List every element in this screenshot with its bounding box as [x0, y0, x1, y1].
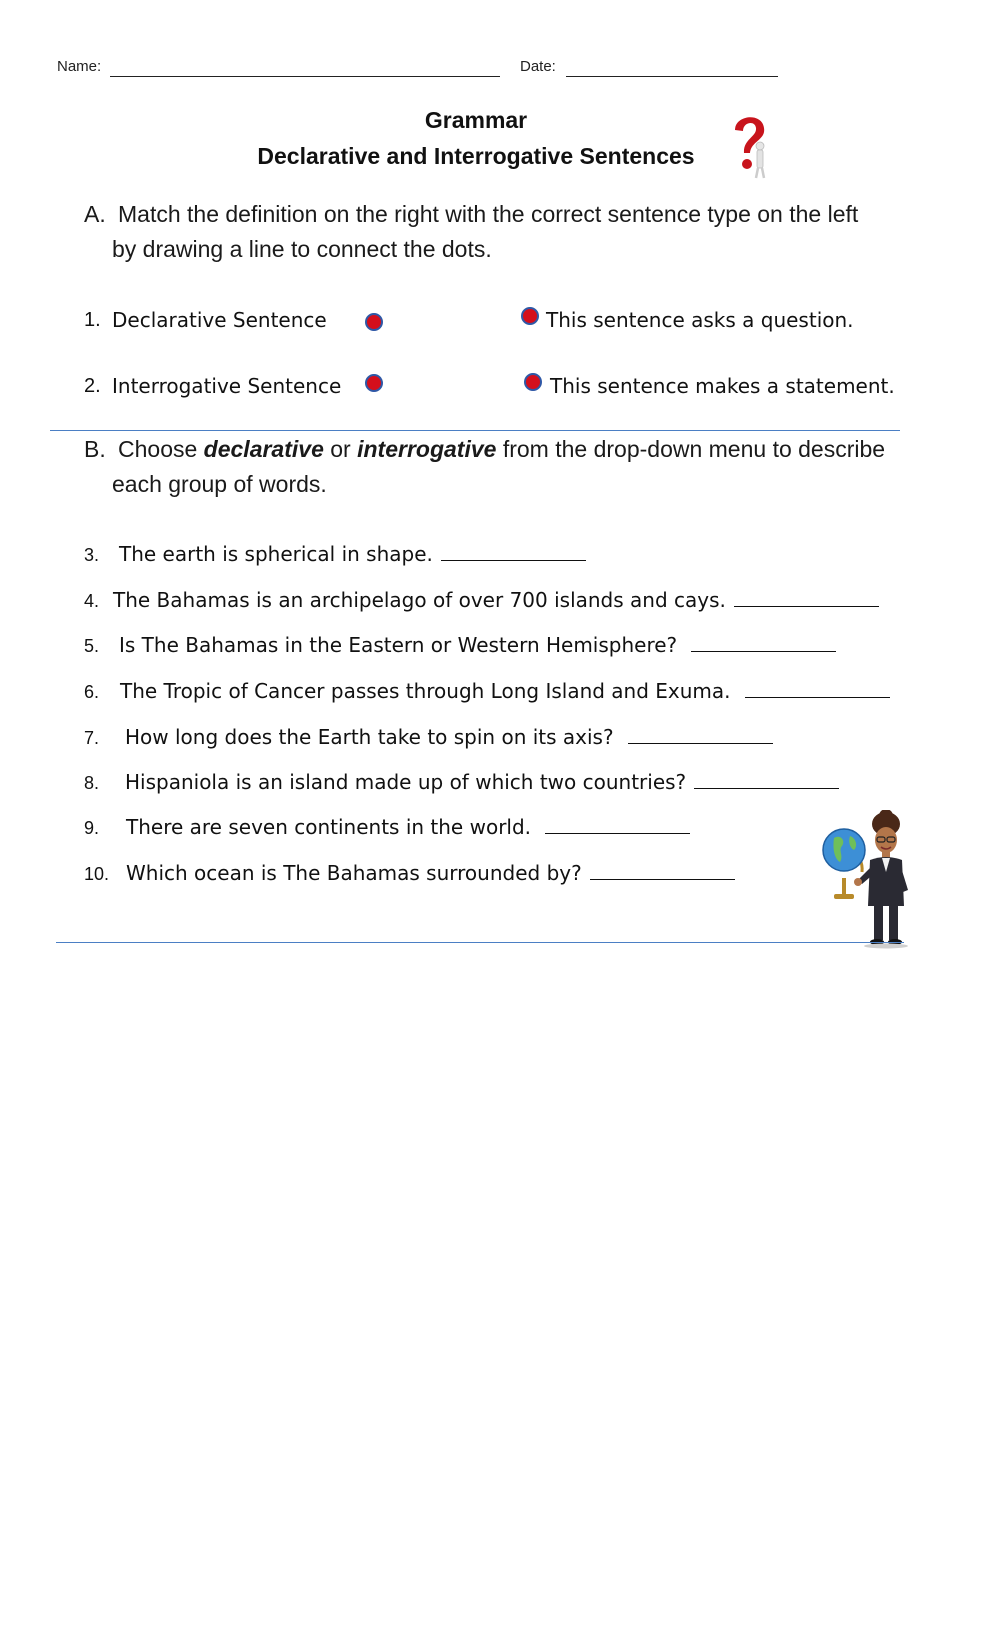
question-text	[119, 542, 586, 566]
question-number: 10.	[84, 864, 110, 884]
teacher-with-globe-icon	[820, 810, 912, 950]
question-text	[120, 679, 890, 703]
question-number: 7.	[84, 728, 100, 748]
section-a-instruction-line1: Match the definition on the right with the correct sentence type on the left	[118, 201, 859, 227]
question-text-value: Hispaniola is an island made up of which two countries?	[125, 770, 687, 794]
match-term-declarative: Declarative Sentence	[112, 308, 327, 332]
question-number: 3.	[84, 545, 100, 565]
question-text-value: Which ocean is The Bahamas surrounded by?	[126, 861, 582, 885]
question-number: 4.	[84, 591, 100, 611]
date-label: Date:	[520, 58, 556, 75]
answer-dropdown[interactable]	[745, 679, 890, 698]
answer-dropdown[interactable]	[734, 588, 879, 607]
question-text	[125, 725, 773, 749]
section-a-instruction-line2: by drawing a line to connect the dots.	[112, 236, 492, 262]
question-text-value: There are seven continents in the world.	[126, 815, 532, 839]
instr-text: from the drop-down menu to describe	[496, 436, 886, 462]
match-dot-right-1[interactable]	[521, 307, 539, 325]
question-number: 9.	[84, 818, 100, 838]
section-b-instruction-line2: each group of words.	[112, 471, 327, 497]
match-item-number: 1.	[84, 309, 101, 331]
instr-keyword-declarative: declarative	[203, 436, 324, 462]
page-title: Grammar	[424, 107, 528, 133]
answer-dropdown[interactable]	[441, 542, 586, 561]
question-mark-figure-icon	[726, 110, 772, 182]
section-b-letter: B.	[84, 436, 106, 462]
question-text-value: Is The Bahamas in the Eastern or Western Hemisphere?	[119, 633, 678, 657]
question-text-value: The Tropic of Cancer passes through Long Island and Exuma.	[120, 679, 731, 703]
answer-dropdown[interactable]	[628, 725, 773, 744]
question-number: 6.	[84, 682, 100, 702]
section-a-letter: A.	[84, 201, 106, 227]
question-text-value: How long does the Earth take to spin on its axis?	[125, 725, 614, 749]
match-dot-left-1[interactable]	[365, 313, 383, 331]
match-item-number: 2.	[84, 375, 101, 397]
answer-dropdown[interactable]	[691, 633, 836, 652]
question-number: 5.	[84, 636, 100, 656]
match-dot-left-2[interactable]	[365, 374, 383, 392]
name-field[interactable]	[110, 76, 500, 77]
page-subtitle: Declarative and Interrogative Sentences	[257, 143, 695, 169]
question-text-value: The earth is spherical in shape.	[119, 542, 433, 566]
name-label: Name:	[57, 58, 102, 75]
bottom-divider	[56, 942, 904, 943]
question-number: 8.	[84, 773, 100, 793]
question-text	[119, 633, 836, 657]
question-text	[126, 861, 735, 885]
question-text	[125, 770, 839, 794]
date-field[interactable]	[566, 76, 778, 77]
match-term-interrogative: Interrogative Sentence	[112, 374, 342, 398]
section-b-instruction-line1	[118, 431, 885, 468]
match-definition-statement: This sentence makes a statement.	[550, 374, 895, 398]
question-text	[126, 815, 690, 839]
answer-dropdown[interactable]	[590, 861, 735, 880]
question-text-value: The Bahamas is an archipelago of over 700 islands and cays.	[113, 588, 726, 612]
match-dot-right-2[interactable]	[524, 373, 542, 391]
instr-text: Choose	[118, 436, 204, 462]
match-definition-question: This sentence asks a question.	[546, 308, 854, 332]
instr-keyword-interrogative: interrogative	[357, 436, 497, 462]
instr-text: or	[323, 436, 358, 462]
answer-dropdown[interactable]	[545, 815, 690, 834]
question-text	[113, 588, 879, 612]
answer-dropdown[interactable]	[694, 770, 839, 789]
